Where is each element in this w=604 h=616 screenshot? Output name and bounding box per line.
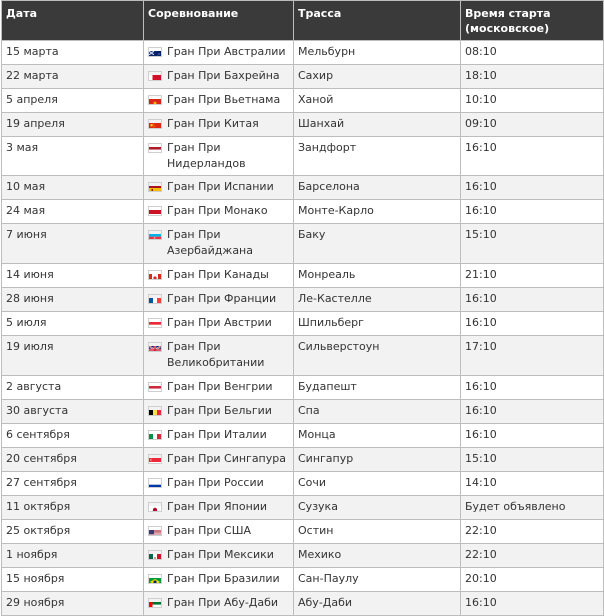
russia-flag-icon	[148, 478, 162, 488]
track-cell: Сингапур	[294, 448, 461, 472]
china-flag-icon	[148, 119, 162, 129]
austria-flag-icon	[148, 318, 162, 328]
track-cell: Монца	[294, 424, 461, 448]
track-cell: Сахир	[294, 65, 461, 89]
race-name: Гран При России	[167, 476, 264, 489]
race-cell-content	[148, 68, 289, 84]
start-time-cell: 16:10	[461, 200, 604, 224]
race-name: Гран При Франции	[167, 292, 277, 305]
start-time-cell: 15:10	[461, 448, 604, 472]
race-cell-content	[148, 451, 289, 467]
table-row	[2, 376, 604, 400]
track-cell: Шанхай	[294, 113, 461, 137]
track-cell: Монреаль	[294, 264, 461, 288]
table-row	[2, 544, 604, 568]
start-time-cell: 15:10	[461, 224, 604, 264]
vietnam-flag-icon	[148, 95, 162, 105]
race-cell	[144, 176, 294, 200]
date-cell: 14 июня	[2, 264, 144, 288]
track-cell: Сочи	[294, 472, 461, 496]
track-cell: Сильверстоун	[294, 336, 461, 376]
table-row	[2, 448, 604, 472]
date-cell: 5 июля	[2, 312, 144, 336]
race-name: Гран При Монако	[167, 204, 268, 217]
race-name: Гран При Бразилии	[167, 572, 280, 585]
table-row	[2, 200, 604, 224]
uk-flag-icon	[148, 342, 162, 352]
race-cell-content	[148, 140, 289, 172]
race-cell-content	[148, 571, 289, 587]
uae-flag-icon	[148, 598, 162, 608]
table-row	[2, 288, 604, 312]
start-time-cell: 14:10	[461, 472, 604, 496]
race-cell	[144, 224, 294, 264]
date-cell: 28 июня	[2, 288, 144, 312]
track-cell: Сузука	[294, 496, 461, 520]
track-cell: Сан-Паулу	[294, 568, 461, 592]
table-row	[2, 224, 604, 264]
date-cell: 10 мая	[2, 176, 144, 200]
australia-flag-icon	[148, 47, 162, 57]
race-cell	[144, 41, 294, 65]
table-row	[2, 264, 604, 288]
race-cell	[144, 520, 294, 544]
track-cell: Шпильберг	[294, 312, 461, 336]
header-date: Дата	[2, 1, 144, 41]
start-time-cell: 10:10	[461, 89, 604, 113]
table-row	[2, 312, 604, 336]
brazil-flag-icon	[148, 574, 162, 584]
table-row	[2, 400, 604, 424]
race-cell	[144, 89, 294, 113]
race-cell	[144, 336, 294, 376]
track-cell: Ле-Кастелле	[294, 288, 461, 312]
race-cell-content	[148, 267, 289, 283]
race-cell	[144, 65, 294, 89]
table-row	[2, 41, 604, 65]
table-row	[2, 472, 604, 496]
race-cell	[144, 424, 294, 448]
france-flag-icon	[148, 294, 162, 304]
date-cell: 22 марта	[2, 65, 144, 89]
date-cell: 29 ноября	[2, 592, 144, 616]
race-cell-content	[148, 44, 289, 60]
date-cell: 25 октября	[2, 520, 144, 544]
date-cell: 20 сентября	[2, 448, 144, 472]
table-row	[2, 137, 604, 176]
race-cell-content	[148, 379, 289, 395]
track-cell: Будапешт	[294, 376, 461, 400]
race-name: Гран При Азербайджана	[167, 228, 253, 257]
track-cell: Остин	[294, 520, 461, 544]
header-start-time-line1: Время старта	[465, 7, 551, 20]
start-time-cell: 08:10	[461, 41, 604, 65]
track-cell: Баку	[294, 224, 461, 264]
start-time-cell: 22:10	[461, 544, 604, 568]
start-time-cell: 09:10	[461, 113, 604, 137]
table-row	[2, 592, 604, 616]
date-cell: 1 ноября	[2, 544, 144, 568]
race-cell-content	[148, 339, 289, 371]
table-row	[2, 568, 604, 592]
date-cell: 6 сентября	[2, 424, 144, 448]
start-time-cell: Будет объявлено	[461, 496, 604, 520]
race-cell-content	[148, 427, 289, 443]
race-cell	[144, 472, 294, 496]
header-start-time	[461, 1, 604, 41]
date-cell: 7 июня	[2, 224, 144, 264]
race-cell	[144, 448, 294, 472]
japan-flag-icon	[148, 502, 162, 512]
race-cell	[144, 496, 294, 520]
header-track: Трасса	[294, 1, 461, 41]
table-row	[2, 176, 604, 200]
race-name: Гран При Венгрии	[167, 380, 273, 393]
start-time-cell: 16:10	[461, 400, 604, 424]
race-cell	[144, 592, 294, 616]
race-cell-content	[148, 315, 289, 331]
race-cell-content	[148, 547, 289, 563]
date-cell: 24 мая	[2, 200, 144, 224]
header-race: Соревнование	[144, 1, 294, 41]
mexico-flag-icon	[148, 550, 162, 560]
race-cell	[144, 113, 294, 137]
race-name: Гран При Сингапура	[167, 452, 286, 465]
race-cell	[144, 200, 294, 224]
start-time-cell: 22:10	[461, 520, 604, 544]
canada-flag-icon	[148, 270, 162, 280]
netherlands-flag-icon	[148, 143, 162, 153]
race-name: Гран При Испании	[167, 180, 274, 193]
race-name: Гран При Бельгии	[167, 404, 272, 417]
singapore-flag-icon	[148, 454, 162, 464]
race-name: Гран При Бахрейна	[167, 69, 280, 82]
race-cell-content	[148, 523, 289, 539]
date-cell: 15 марта	[2, 41, 144, 65]
race-name: Гран При Абу-Даби	[167, 596, 279, 609]
start-time-cell: 16:10	[461, 176, 604, 200]
start-time-cell: 16:10	[461, 288, 604, 312]
race-name: Гран При Великобритании	[167, 340, 265, 369]
race-cell-content	[148, 475, 289, 491]
date-cell: 27 сентября	[2, 472, 144, 496]
race-cell	[144, 288, 294, 312]
table-row	[2, 65, 604, 89]
race-cell	[144, 137, 294, 176]
race-cell	[144, 568, 294, 592]
track-cell: Мельбурн	[294, 41, 461, 65]
race-name: Гран При Австралии	[167, 45, 286, 58]
table-header-row	[2, 1, 604, 41]
track-cell: Барселона	[294, 176, 461, 200]
race-cell	[144, 544, 294, 568]
race-name: Гран При Италии	[167, 428, 267, 441]
usa-flag-icon	[148, 526, 162, 536]
start-time-cell: 16:10	[461, 424, 604, 448]
date-cell: 2 августа	[2, 376, 144, 400]
race-name: Гран При США	[167, 524, 251, 537]
race-cell	[144, 312, 294, 336]
race-cell-content	[148, 203, 289, 219]
race-name: Гран При Нидерландов	[167, 141, 246, 170]
start-time-cell: 18:10	[461, 65, 604, 89]
italy-flag-icon	[148, 430, 162, 440]
track-cell: Монте-Карло	[294, 200, 461, 224]
header-start-time-line2: (московское)	[465, 22, 550, 35]
race-cell	[144, 264, 294, 288]
spain-flag-icon	[148, 182, 162, 192]
race-cell-content	[148, 291, 289, 307]
race-cell-content	[148, 92, 289, 108]
table-row	[2, 113, 604, 137]
race-name: Гран При Китая	[167, 117, 259, 130]
track-cell: Абу-Даби	[294, 592, 461, 616]
track-cell: Спа	[294, 400, 461, 424]
table-row	[2, 89, 604, 113]
date-cell: 19 июля	[2, 336, 144, 376]
race-name: Гран При Вьетнама	[167, 93, 281, 106]
start-time-cell: 16:10	[461, 592, 604, 616]
hungary-flag-icon	[148, 382, 162, 392]
monaco-flag-icon	[148, 206, 162, 216]
race-cell-content	[148, 227, 289, 259]
race-cell-content	[148, 116, 289, 132]
race-cell	[144, 400, 294, 424]
race-name: Гран При Мексики	[167, 548, 274, 561]
race-cell-content	[148, 403, 289, 419]
date-cell: 11 октября	[2, 496, 144, 520]
track-cell: Зандфорт	[294, 137, 461, 176]
date-cell: 30 августа	[2, 400, 144, 424]
start-time-cell: 16:10	[461, 376, 604, 400]
race-name: Гран При Японии	[167, 500, 268, 513]
start-time-cell: 16:10	[461, 137, 604, 176]
belgium-flag-icon	[148, 406, 162, 416]
date-cell: 3 мая	[2, 137, 144, 176]
race-cell	[144, 376, 294, 400]
race-cell-content	[148, 595, 289, 611]
track-cell: Ханой	[294, 89, 461, 113]
race-calendar-table	[1, 0, 604, 616]
start-time-cell: 17:10	[461, 336, 604, 376]
date-cell: 15 ноября	[2, 568, 144, 592]
race-name: Гран При Канады	[167, 268, 269, 281]
bahrain-flag-icon	[148, 71, 162, 81]
date-cell: 19 апреля	[2, 113, 144, 137]
start-time-cell: 20:10	[461, 568, 604, 592]
azerbaijan-flag-icon	[148, 230, 162, 240]
race-name: Гран При Австрии	[167, 316, 272, 329]
table-row	[2, 496, 604, 520]
start-time-cell: 16:10	[461, 312, 604, 336]
start-time-cell: 21:10	[461, 264, 604, 288]
race-cell-content	[148, 179, 289, 195]
table-row	[2, 520, 604, 544]
table-row	[2, 336, 604, 376]
date-cell: 5 апреля	[2, 89, 144, 113]
table-row	[2, 424, 604, 448]
track-cell: Мехико	[294, 544, 461, 568]
race-cell-content	[148, 499, 289, 515]
